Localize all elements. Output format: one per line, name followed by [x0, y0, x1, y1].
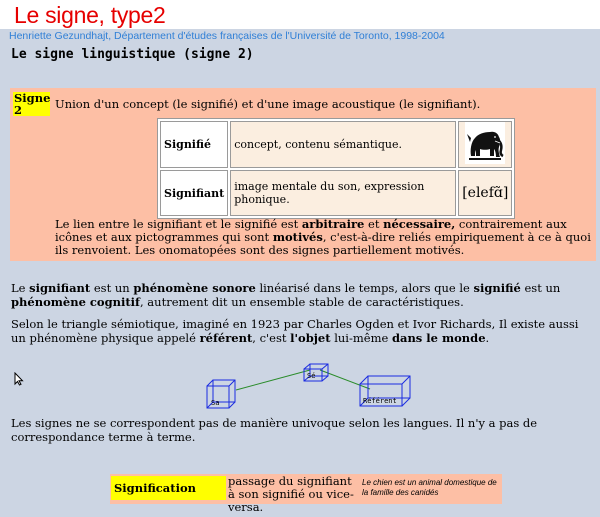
mouse-cursor-icon: [14, 371, 24, 390]
signification-box: [110, 474, 502, 514]
description-cell: concept, contenu sémantique.: [230, 121, 456, 168]
page-title: Le signe, type2: [14, 2, 166, 28]
term-cell: Signifiant: [160, 170, 228, 216]
arbitrariness-paragraph: Le lien entre le signifiant et le signifié est arbitraire et nécessaire, contrairement aux icônes et aux pictogrammes qui sont motivés, c'est-à-dire reliés empiriquement à ce à quoi ils renvoient. Les onomatopées sont des signes partiellement motivés.: [55, 217, 591, 257]
elephant-icon: [465, 122, 505, 164]
sign-table: [157, 118, 515, 219]
table-row: [160, 121, 512, 168]
signifiant-paragraph: Le signifiant est un phénomène sonore linéarisé dans le temps, alors que le signifié est un phénomène cognitif, autrement dit un ensemble stable de caractéristiques.: [11, 281, 561, 309]
signification-text: passage du signifiant à son signifié ou vice-versa.: [228, 474, 354, 514]
diagram-label-se: Sé: [307, 372, 316, 380]
semiotic-triangle: [200, 362, 420, 418]
definition-text: Union d'un concept (le signifié) et d'une image acoustique (le signifiant).: [55, 97, 481, 111]
table-row: [160, 170, 512, 216]
signification-label: Signification: [111, 476, 226, 500]
signification-example: Le chien est un animal domestique de la famille des canidés: [362, 478, 497, 497]
section-heading: Le signe linguistique (signe 2): [11, 47, 254, 62]
elephant-image: [458, 121, 512, 168]
diagram-label-sa: Sa: [211, 399, 220, 407]
content-area: [0, 29, 600, 517]
triangle-paragraph: Selon le triangle sémiotique, imaginé en 1923 par Charles Ogden et Ivor Richards, Il existe aussi un phénomène physique appelé référent, c'est l'objet lui-même dans le monde.: [11, 317, 579, 345]
correspondence-paragraph: Les signes ne se correspondent pas de manière univoque selon les langues. Il n'y a pas de correspondance terme à terme.: [11, 416, 538, 444]
author-credit: Henriette Gezundhajt, Département d'études françaises de l'Université de Toronto, 1998-2004: [9, 30, 445, 42]
term-cell: Signifié: [160, 121, 228, 168]
definition-panel: [10, 88, 596, 261]
diagram-label-referent: Référent: [363, 397, 397, 405]
phonetic-transcription: [elefɑ̃]: [458, 170, 512, 216]
definition-label: Signe 2: [14, 91, 51, 117]
description-cell: image mentale du son, expression phonique.: [230, 170, 456, 216]
